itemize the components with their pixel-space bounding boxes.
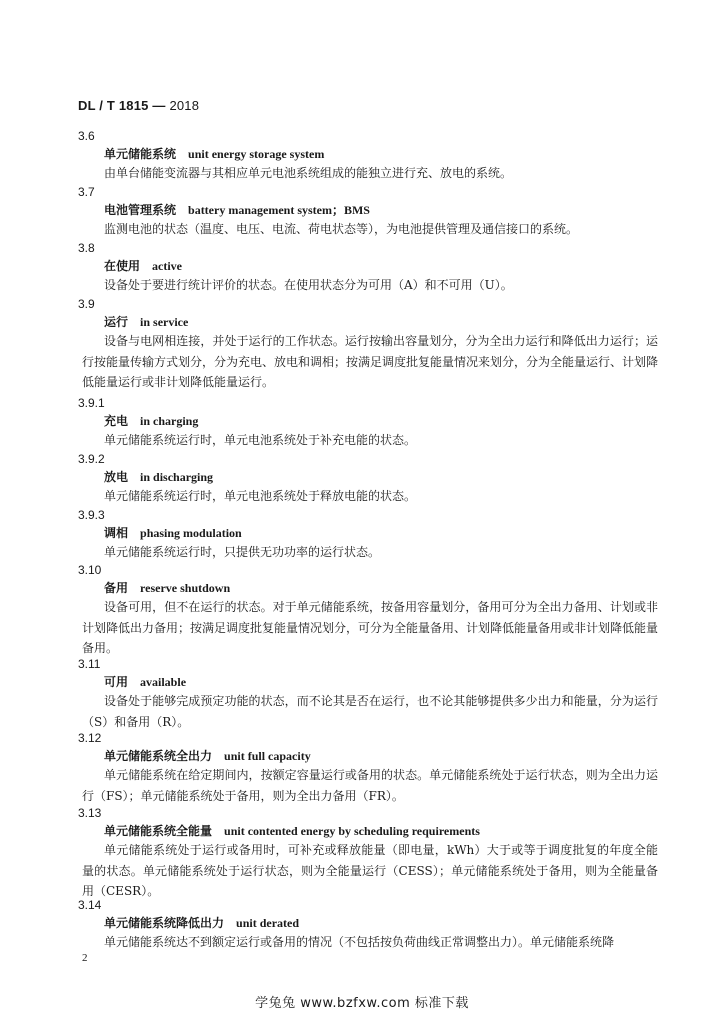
- term-definition: 设备处于能够完成预定功能的状态，而不论其是否在运行，也不论其能够提供多少出力和能量，分为运行（S）和备用（R）。: [82, 694, 658, 729]
- term-chinese: 充电: [104, 414, 129, 428]
- clause-number: 3.9.2: [78, 452, 105, 466]
- clause-number: 3.9: [78, 297, 95, 311]
- term-definition: 监测电池的状态（温度、电压、电流、荷电状态等），为电池提供管理及通信接口的系统。: [104, 222, 579, 236]
- term-chinese: 放电: [104, 470, 129, 484]
- term-chinese: 单元储能系统降低出力: [104, 916, 225, 930]
- term-heading: [104, 579, 230, 597]
- term-definition: 设备处于要进行统计评价的状态。在使用状态分为可用（A）和不可用（U）。: [104, 278, 513, 292]
- term-chinese: 单元储能系统全出力: [104, 749, 213, 763]
- term-english: reserve shutdown: [140, 581, 231, 595]
- term-definition: 单元储能系统达不到额定运行或备用的情况（不包括按负荷曲线正常调整出力）。单元储能系统降: [104, 935, 615, 949]
- term-english: phasing modulation: [140, 526, 242, 540]
- term-chinese: 调相: [104, 526, 129, 540]
- term-chinese: 单元储能系统全能量: [104, 824, 213, 838]
- term-chinese: 备用: [104, 581, 129, 595]
- term-definition: 单元储能系统运行时，单元电池系统处于补充电能的状态。: [104, 433, 417, 447]
- term-heading: [104, 145, 324, 163]
- standard-code-header: [78, 98, 199, 113]
- term-english: unit contented energy by scheduling requirements: [224, 824, 480, 838]
- term-chinese: 单元储能系统: [104, 147, 177, 161]
- term-english: in charging: [140, 414, 199, 428]
- term-heading: [104, 257, 182, 275]
- standard-year: 2018: [169, 98, 200, 113]
- term-heading: [104, 673, 186, 691]
- term-chinese: 在使用: [104, 259, 141, 273]
- clause-number: 3.12: [78, 731, 102, 745]
- term-heading: [104, 412, 198, 430]
- term-english: in discharging: [140, 470, 214, 484]
- term-heading: [104, 524, 242, 542]
- term-definition: 单元储能系统运行时，单元电池系统处于释放电能的状态。: [104, 489, 417, 503]
- term-heading: [104, 914, 299, 932]
- term-chinese: 可用: [104, 675, 129, 689]
- term-heading: [104, 313, 188, 331]
- term-heading: [104, 822, 480, 840]
- term-english: available: [140, 675, 187, 689]
- standard-code: DL / T 1815: [78, 98, 149, 113]
- clause-number: 3.9.1: [78, 396, 105, 410]
- clause-number: 3.11: [78, 657, 101, 671]
- clause-number: 3.14: [78, 898, 102, 912]
- footer-watermark: 学兔兔 www.bzfxw.com 标准下载: [255, 996, 469, 1011]
- clause-number: 3.8: [78, 241, 95, 255]
- term-heading: [104, 747, 311, 765]
- term-definition: 由单台储能变流器与其相应单元电池系统组成的能独立进行充、放电的系统。: [104, 166, 513, 180]
- term-english: active: [152, 259, 182, 273]
- clause-number: 3.13: [78, 806, 102, 820]
- term-heading: [104, 201, 370, 219]
- clause-number: 3.7: [78, 185, 95, 199]
- term-definition: 单元储能系统运行时，只提供无功功率的运行状态。: [104, 545, 381, 559]
- page-number: 2: [82, 952, 88, 964]
- clause-number: 3.9.3: [78, 508, 105, 522]
- term-english: battery management system；BMS: [188, 203, 370, 217]
- clause-number: 3.6: [78, 129, 95, 143]
- term-definition: 单元储能系统处于运行或备用时，可补充或释放能量（即电量，kWh）大于或等于调度批复的年度全能量的状态。单元储能系统处于运行状态，则为全能量运行（CESS）；单元储能系统处于备用，则为全能量备用（CESR）。: [82, 843, 658, 898]
- term-english: unit derated: [236, 916, 300, 930]
- clause-number: 3.10: [78, 563, 102, 577]
- term-chinese: 电池管理系统: [104, 203, 177, 217]
- term-english: unit full capacity: [224, 749, 311, 763]
- term-heading: [104, 468, 213, 486]
- term-definition: 设备与电网相连接，并处于运行的工作状态。运行按输出容量划分，分为全出力运行和降低出力运行；运行按能量传输方式划分，分为充电、放电和调相；按满足调度批复能量情况来划分，分为全能量运行、计划降低能量运行或非计划降低能量运行。: [82, 334, 659, 389]
- term-english: in service: [140, 315, 189, 329]
- term-english: unit energy storage system: [188, 147, 325, 161]
- header-separator: —: [148, 98, 170, 113]
- term-chinese: 运行: [104, 315, 129, 329]
- term-definition: 设备可用，但不在运行的状态。对于单元储能系统，按备用容量划分，备用可分为全出力备用、计划或非计划降低出力备用；按满足调度批复能量情况划分，可分为全能量备用、计划降低能量备用或非计划降低能量备用。: [82, 600, 659, 655]
- term-definition: 单元储能系统在给定期间内，按额定容量运行或备用的状态。单元储能系统处于运行状态，则为全出力运行（FS）；单元储能系统处于备用，则为全出力备用（FR）。: [82, 768, 658, 803]
